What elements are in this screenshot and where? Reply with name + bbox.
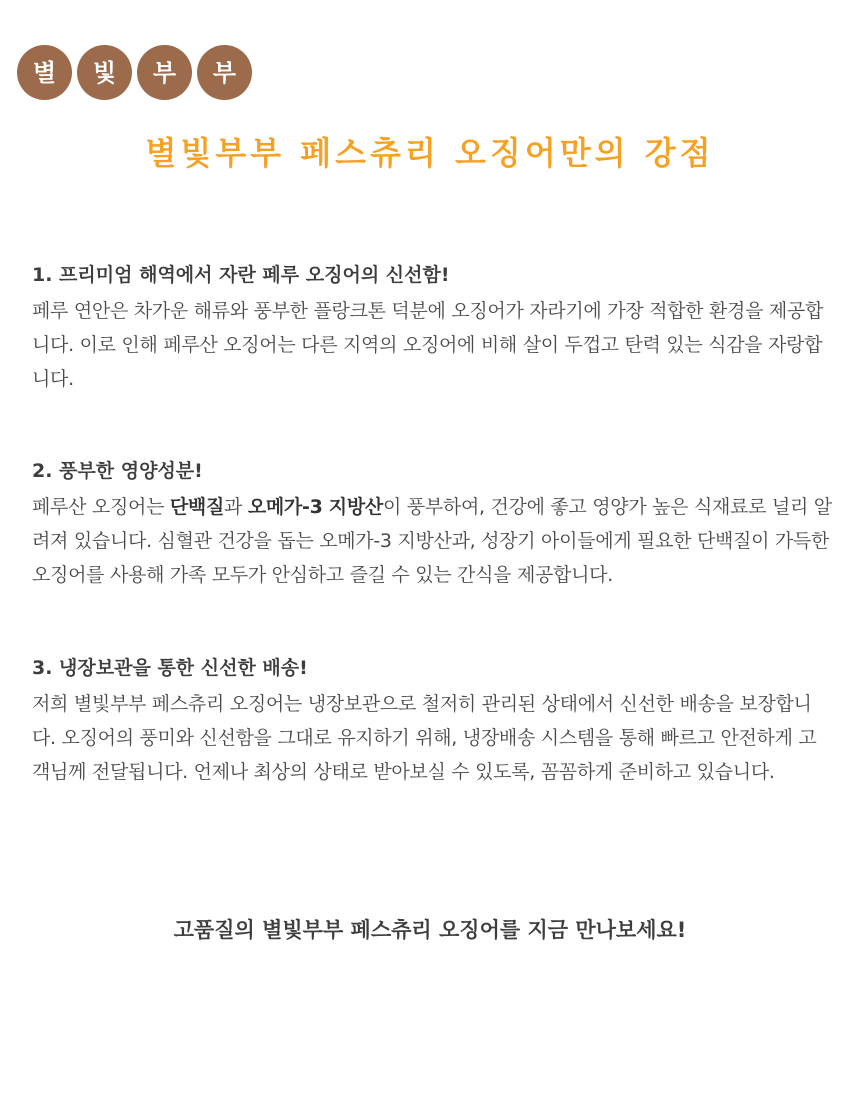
section-body: 저희 별빛부부 페스츄리 오징어는 냉장보관으로 철저히 관리된 상태에서 신선한 배송을 보장합니다. 오징어의 풍미와 신선함을 그대로 유지하기 위해, 냉장배송 시스템을 통해 빠르고 안전하게 고객님께 전달됩니다. 언제나 최상의 상태로 받아보실 수 있도록, 꼼꼼하게 준비하고 있습니다.	[32, 693, 817, 783]
section-body	[32, 490, 832, 592]
strength-section-nutrition	[32, 458, 832, 592]
highlight-protein: 단백질	[169, 496, 225, 518]
section-title: 3. 냉장보관을 통한 신선한 배송!	[32, 657, 308, 679]
brand-badge-3: 부	[137, 45, 192, 100]
body-text: 과	[224, 496, 248, 518]
body-text: 페루산 오징어는	[32, 496, 170, 518]
brand-badge-4: 부	[197, 45, 252, 100]
section-body: 페루 연안은 차가운 해류와 풍부한 플랑크톤 덕분에 오징어가 자라기에 가장 적합한 환경을 제공합니다. 이로 인해 페루산 오징어는 다른 지역의 오징어에 비해 살이 두껍고 탄력 있는 식감을 자랑합니다.	[32, 300, 824, 390]
strength-section-delivery	[32, 655, 832, 789]
section-title: 1. 프리미엄 해역에서 자란 페루 오징어의 신선함!	[32, 264, 450, 286]
page-headline: 별빛부부 페스츄리 오징어만의 강점	[145, 134, 715, 172]
brand-badge-2: 빛	[77, 45, 132, 100]
body-text: 이 풍부하여, 건강에 좋고 영양가 높은 식재료로 널리 알려져 있습니다. 심혈관 건강을 돕는 오메가-3 지방산과, 성장기 아이들에게 필요한 단백질이 가득한 오징어를 사용해 가족 모두가 안심하고 즐길 수 있는 간식을 제공합니다.	[32, 496, 832, 586]
highlight-omega3: 오메가-3 지방산	[247, 496, 383, 518]
strength-section-freshness	[32, 262, 832, 396]
call-to-action: 고품질의 별빛부부 페스츄리 오징어를 지금 만나보세요!	[173, 918, 687, 942]
brand-badges	[17, 45, 252, 100]
section-title: 2. 풍부한 영양성분!	[32, 460, 203, 482]
brand-badge-1: 별	[17, 45, 72, 100]
